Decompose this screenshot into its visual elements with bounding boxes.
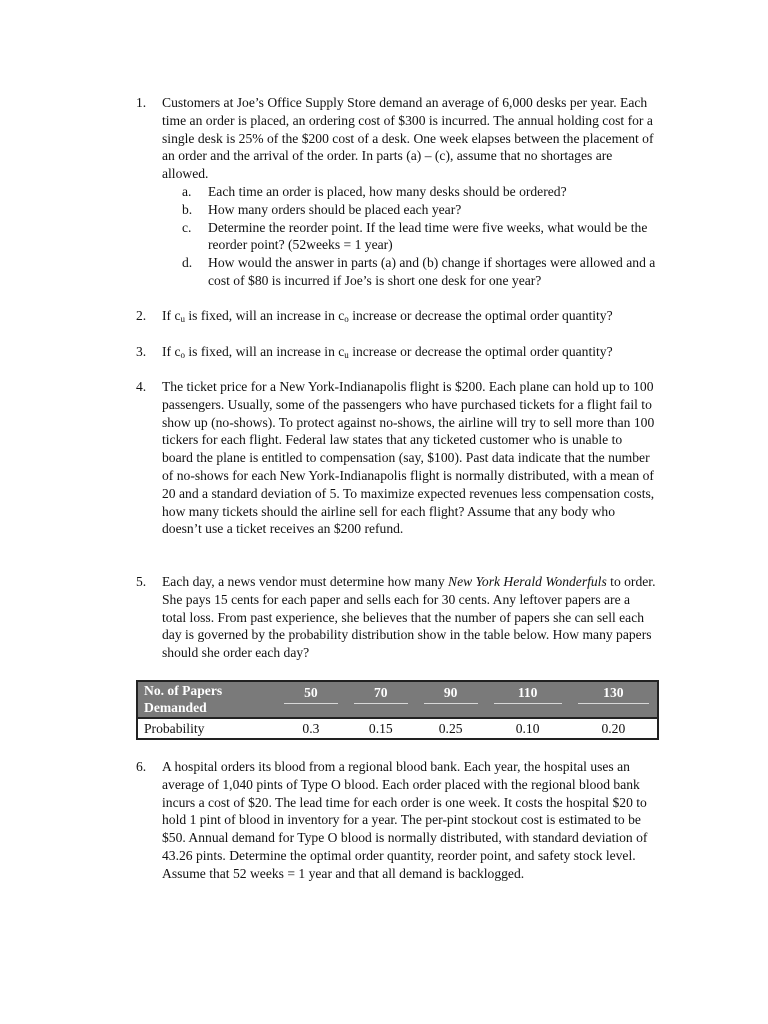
table-header-cell: 130 xyxy=(570,681,658,718)
question-text: Customers at Joe’s Office Supply Store demand an average of 6,000 desks per year. Each time an order is placed, an ordering cost of $300 is incurred. The annual holding cost for a single desk is 25% of the $200 cost of a desk. One week elapses between the placement of an order and the arrival of the order. In parts (a) – (c), assume that no shortages are allowed. xyxy=(162,95,654,182)
table-header-cell: 90 xyxy=(416,681,486,718)
sub-question-letter: b. xyxy=(182,201,193,217)
question-number: 2. xyxy=(136,308,147,323)
question-number: 4. xyxy=(136,379,147,394)
probability-table xyxy=(136,680,659,740)
table-header-row xyxy=(137,681,658,718)
question-number: 6. xyxy=(136,759,147,774)
table-cell: 0.15 xyxy=(346,718,416,739)
question-4 xyxy=(136,378,656,538)
question-6 xyxy=(136,758,656,883)
question-number: 5. xyxy=(136,574,147,589)
table-cell: 0.25 xyxy=(416,718,486,739)
question-1 xyxy=(136,94,656,290)
sub-question-text: How many orders should be placed each year? xyxy=(208,201,462,217)
sub-question-text: How would the answer in parts (a) and (b) change if shortages were allowed and a cost of $80 is incurred if Joe’s is short one desk for one year? xyxy=(208,255,656,288)
question-5 xyxy=(136,573,656,662)
table-header-cell: 50 xyxy=(276,681,346,718)
sub-question-d xyxy=(182,254,656,290)
question-number: 3. xyxy=(136,344,147,359)
sub-question-a xyxy=(182,183,656,201)
sub-question-text: Determine the reorder point. If the lead time were five weeks, what would be the reorder point? (52weeks = 1 year) xyxy=(208,219,648,253)
question-text: The ticket price for a New York-Indianapolis flight is $200. Each plane can hold up to 100 passengers. Usually, some of the passengers who have purchased tickets for a flight fail to show up (no-shows). To protect against no-shows, the airline will try to sell more than 100 tickers for each flight. Federal law states that any ticketed customer who is unable to board the plane is entitled to compensation (say, $100). Past data indicate that the number of no-shows for each New York-Indianapolis flight is normally distributed, with a mean of 20 and a standard deviation of 5. To maximize expected revenues less compensation costs, how many tickets should the airline sell for each flight? Assume that any body who doesn’t use a ticket receives an $200 refund. xyxy=(162,379,655,537)
table-cell: 0.3 xyxy=(276,718,346,739)
question-3 xyxy=(136,343,656,365)
table-header-label: No. of Papers Demanded xyxy=(137,681,276,718)
table-row-label: Probability xyxy=(137,718,276,739)
question-number: 1. xyxy=(136,95,147,110)
sub-question-text: Each time an order is placed, how many desks should be ordered? xyxy=(208,183,567,199)
table-row xyxy=(137,718,658,739)
sub-question-letter: d. xyxy=(182,255,193,271)
question-text: If $c_u$ is fixed, will an increase in $c_o$ increase or decrease the optimal order quantity? xyxy=(162,308,613,324)
table-header-cell: 110 xyxy=(486,681,570,718)
question-2 xyxy=(136,307,656,329)
table-cell: 0.10 xyxy=(486,718,570,739)
sub-question-letter: a. xyxy=(182,183,192,199)
question-text: Each day, a news vendor must determine how many New York Herald Wonderfuls to order. She pays 15 cents for each paper and sells each for 30 cents. Any leftover papers are a total loss. From past experience, she believes that the number of papers she can sell each day is governed by the probability distribution show in the table below. How many papers should she order each day? xyxy=(162,574,656,661)
question-text: If $c_o$ is fixed, will an increase in $c_u$ increase or decrease the optimal order quantity? xyxy=(162,344,613,360)
question-text: A hospital orders its blood from a regional blood bank. Each year, the hospital uses an average of 1,040 pints of Type O blood. Each order placed with the regional blood bank incurs a cost of $20. The lead time for each order is one week. It costs the hospital $20 to hold 1 pint of blood in inventory for a year. The per-pint stockout cost is estimated to be $50. Annual demand for Type O blood is normally distributed, with standard deviation of 43.26 pints. Determine the optimal order quantity, reorder point, and safety stock level. Assume that 52 weeks = 1 year and that all demand is backlogged. xyxy=(162,759,648,881)
table-cell: 0.20 xyxy=(570,718,658,739)
sub-question-c xyxy=(182,219,656,255)
table-header-cell: 70 xyxy=(346,681,416,718)
newspaper-title: New York Herald Wonderfuls xyxy=(448,574,607,589)
sub-question-b xyxy=(182,201,656,219)
sub-question-letter: c. xyxy=(182,219,192,235)
